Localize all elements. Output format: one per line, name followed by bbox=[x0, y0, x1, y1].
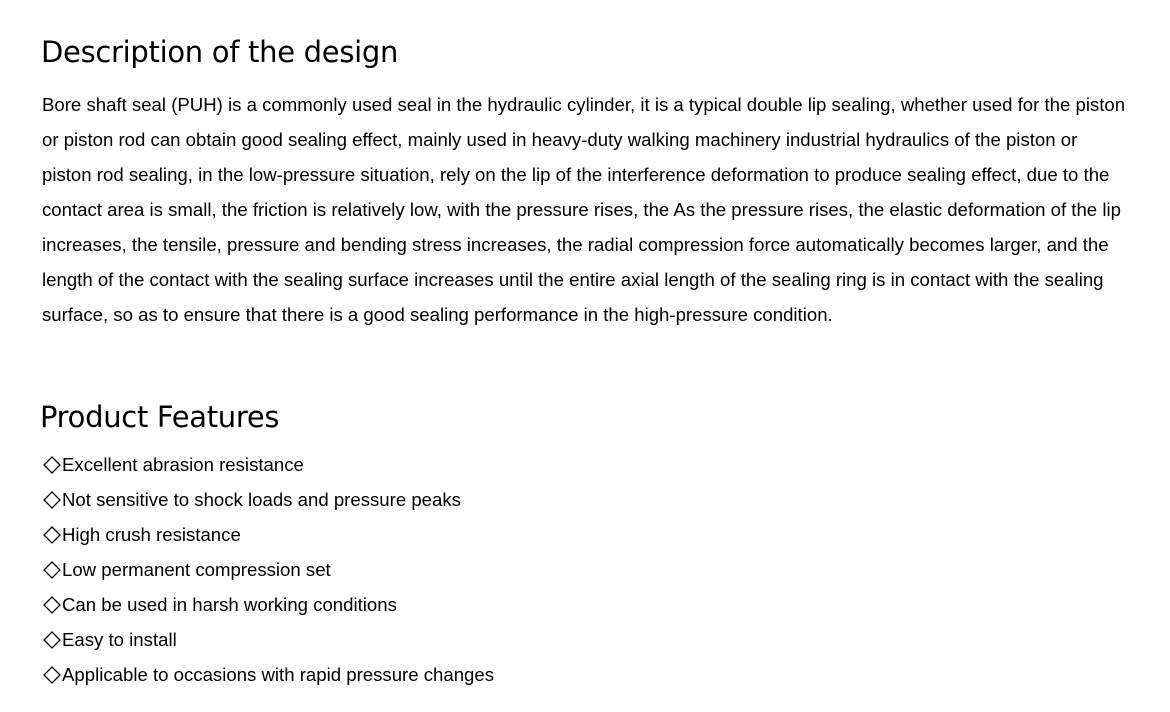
list-item bbox=[42, 622, 494, 657]
hollow-diamond-icon bbox=[42, 665, 62, 685]
feature-text: Applicable to occasions with rapid pressure changes bbox=[62, 664, 495, 685]
description-heading: Description of the design bbox=[41, 35, 399, 69]
feature-text: Not sensitive to shock loads and pressure peaks bbox=[62, 489, 461, 510]
description-paragraph: Bore shaft seal (PUH) is a commonly used seal in the hydraulic cylinder, it is a typical double lip sealing, whether used for the piston or piston rod can obtain good sealing effect, mainly used in heavy-duty walking machinery industrial hydraulics of the piston or piston rod sealing, in the low-pressure situation, rely on the lip of the interference deformation to produce sealing effect, due to the contact area is small, the friction is relatively low, with the pressure rises, the As the pressure rises, the elastic deformation of the lip increases, the tensile, pressure and bending stress increases, the radial compression force automatically becomes larger, and the length of the contact with the sealing surface increases until the entire axial length of the sealing ring is in contact with the sealing surface, so as to ensure that there is a good sealing performance in the high-pressure condition. bbox=[42, 94, 1126, 325]
features-list bbox=[42, 447, 494, 692]
list-item bbox=[42, 552, 494, 587]
hollow-diamond-icon bbox=[42, 525, 62, 545]
feature-text: High crush resistance bbox=[62, 524, 241, 545]
hollow-diamond-icon bbox=[42, 630, 62, 650]
hollow-diamond-icon bbox=[42, 455, 62, 475]
list-item bbox=[42, 517, 494, 552]
feature-text: Low permanent compression set bbox=[62, 559, 331, 580]
hollow-diamond-icon bbox=[42, 595, 62, 615]
hollow-diamond-icon bbox=[42, 560, 62, 580]
list-item bbox=[42, 447, 494, 482]
list-item bbox=[42, 587, 494, 622]
feature-text: Easy to install bbox=[62, 629, 177, 650]
feature-text: Excellent abrasion resistance bbox=[62, 454, 304, 475]
list-item bbox=[42, 657, 494, 692]
features-heading: Product Features bbox=[40, 400, 280, 434]
hollow-diamond-icon bbox=[42, 490, 62, 510]
list-item bbox=[42, 482, 494, 517]
feature-text: Can be used in harsh working conditions bbox=[62, 594, 397, 615]
